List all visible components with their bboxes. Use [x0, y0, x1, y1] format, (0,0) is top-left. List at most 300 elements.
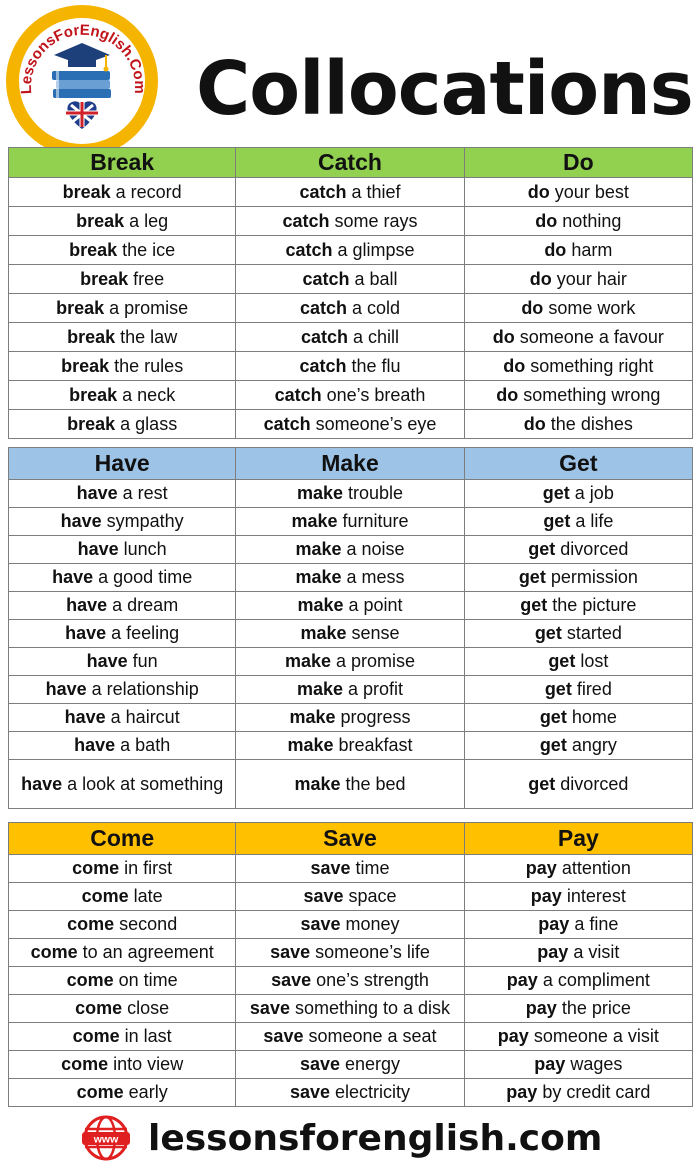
collocation-object: your hair	[551, 268, 627, 289]
collocation-object: space	[343, 886, 397, 906]
collocation-object: a cold	[346, 297, 401, 318]
collocation-cell	[9, 178, 236, 207]
collocation-verb: make	[289, 707, 336, 727]
table-row	[9, 939, 693, 967]
collocation-verb: get	[542, 483, 570, 503]
table-row	[9, 732, 693, 760]
collocation-object: a compliment	[537, 970, 650, 990]
collocation-object: to an agreement	[77, 942, 214, 962]
column-header: Catch	[236, 148, 464, 178]
collocation-object: electricity	[330, 1082, 411, 1102]
collocation-cell	[236, 294, 464, 323]
collocation-object: a fine	[569, 914, 619, 934]
collocation-verb: come	[76, 1082, 124, 1102]
collocation-verb: make	[296, 483, 343, 503]
collocation-cell	[236, 536, 464, 564]
collocation-cell	[236, 207, 464, 236]
collocation-cell	[236, 995, 464, 1023]
collocation-verb: break	[76, 210, 125, 231]
collocation-verb: get	[539, 707, 567, 727]
collocation-cell	[236, 1023, 464, 1051]
collocation-verb: catch	[282, 210, 330, 231]
collocation-verb: catch	[285, 239, 333, 260]
collocation-object: harm	[566, 239, 613, 260]
collocation-object: on time	[113, 970, 178, 990]
collocation-verb: come	[81, 886, 129, 906]
collocation-cell	[464, 855, 692, 883]
collocation-verb: come	[75, 998, 123, 1018]
table-header-row	[9, 148, 693, 178]
collocation-cell	[9, 207, 236, 236]
collocation-object: divorced	[555, 539, 629, 559]
collocation-object: a visit	[568, 942, 620, 962]
collocation-object: a relationship	[86, 679, 199, 699]
collocation-verb: break	[61, 355, 110, 376]
collocation-verb: have	[77, 539, 119, 559]
table-row	[9, 760, 693, 809]
collocation-object: started	[561, 623, 622, 643]
collocation-object: sense	[346, 623, 400, 643]
collocation-cell	[236, 508, 464, 536]
collocation-cell	[236, 265, 464, 294]
collocation-cell	[9, 648, 236, 676]
collocation-cell	[9, 995, 236, 1023]
collocation-cell	[9, 855, 236, 883]
collocation-object: a record	[110, 181, 182, 202]
collocation-verb: do	[523, 413, 546, 434]
collocation-object: close	[122, 998, 170, 1018]
collocation-object: money	[340, 914, 400, 934]
collocation-object: a point	[343, 595, 403, 615]
collocation-object: breakfast	[333, 735, 413, 755]
collocation-object: free	[128, 268, 165, 289]
collocation-object: time	[350, 858, 390, 878]
collocation-cell	[9, 536, 236, 564]
logo-emblem-icon	[6, 5, 158, 157]
collocation-cell	[464, 236, 692, 265]
collocation-cell	[464, 1051, 692, 1079]
collocation-object: in first	[119, 858, 173, 878]
collocation-cell	[464, 995, 692, 1023]
table-row	[9, 911, 693, 939]
collocation-object: someone a seat	[303, 1026, 437, 1046]
collocation-object: divorced	[555, 773, 629, 794]
collocation-object: fun	[127, 651, 158, 671]
table-row	[9, 480, 693, 508]
collocation-object: the bed	[340, 773, 406, 794]
collocation-verb: catch	[263, 413, 311, 434]
collocation-cell	[464, 178, 692, 207]
collocation-object: the law	[115, 326, 178, 347]
collocation-verb: save	[303, 886, 344, 906]
collocation-verb: have	[52, 567, 94, 587]
collocation-verb: do	[496, 384, 519, 405]
table-header-row	[9, 823, 693, 855]
page-title: Collocations	[196, 46, 693, 132]
collocations-table-1	[8, 147, 693, 439]
collocation-verb: come	[72, 1026, 120, 1046]
collocation-object: progress	[335, 707, 411, 727]
column-header: Have	[9, 448, 236, 480]
collocation-verb: make	[291, 511, 338, 531]
collocation-cell	[464, 620, 692, 648]
collocation-cell	[464, 352, 692, 381]
collocation-object: one’s strength	[311, 970, 429, 990]
collocation-object: something to a disk	[289, 998, 451, 1018]
collocation-object: a good time	[93, 567, 193, 587]
collocation-cell	[236, 967, 464, 995]
table-row	[9, 855, 693, 883]
collocation-verb: have	[60, 511, 102, 531]
collocation-cell	[236, 620, 464, 648]
collocation-object: a promise	[330, 651, 416, 671]
collocation-verb: make	[296, 679, 343, 699]
table-row	[9, 294, 693, 323]
table-row	[9, 207, 693, 236]
collocation-object: the price	[556, 998, 631, 1018]
collocation-verb: get	[548, 651, 576, 671]
collocation-cell	[9, 410, 236, 439]
collocation-cell	[9, 704, 236, 732]
collocation-verb: catch	[299, 355, 347, 376]
collocation-object: the flu	[346, 355, 401, 376]
collocation-cell	[236, 760, 464, 809]
collocation-verb: make	[294, 773, 341, 794]
column-header: Get	[464, 448, 692, 480]
collocation-verb: make	[287, 735, 334, 755]
collocation-verb: do	[535, 210, 558, 231]
collocation-verb: do	[492, 326, 515, 347]
collocation-object: furniture	[337, 511, 409, 531]
collocation-object: fired	[571, 679, 612, 699]
collocation-cell	[236, 704, 464, 732]
footer-site-url: lessonsforenglish.com	[148, 1117, 603, 1159]
collocation-object: sympathy	[101, 511, 184, 531]
collocation-verb: pay	[497, 1026, 529, 1046]
table-row	[9, 648, 693, 676]
collocation-verb: break	[69, 239, 118, 260]
collocation-cell	[464, 883, 692, 911]
collocation-verb: get	[534, 623, 562, 643]
collocation-cell	[236, 480, 464, 508]
table-row	[9, 323, 693, 352]
collocation-verb: pay	[506, 1082, 538, 1102]
collocation-object: the ice	[117, 239, 176, 260]
collocation-verb: catch	[274, 384, 322, 405]
collocation-cell	[464, 564, 692, 592]
table-row	[9, 236, 693, 265]
column-header: Come	[9, 823, 236, 855]
collocation-verb: break	[62, 181, 111, 202]
collocation-cell	[9, 1079, 236, 1107]
column-header: Do	[464, 148, 692, 178]
collocation-cell	[464, 323, 692, 352]
collocation-verb: catch	[299, 181, 347, 202]
collocation-object: someone’s life	[310, 942, 430, 962]
collocation-verb: get	[520, 595, 548, 615]
collocation-verb: pay	[525, 998, 557, 1018]
collocation-cell	[236, 911, 464, 939]
collocation-verb: save	[271, 970, 312, 990]
collocation-object: late	[128, 886, 163, 906]
collocation-object: someone a favour	[514, 326, 664, 347]
collocation-cell	[9, 564, 236, 592]
table-row	[9, 381, 693, 410]
collocation-verb: save	[289, 1082, 330, 1102]
collocation-object: the dishes	[545, 413, 633, 434]
collocation-verb: save	[263, 1026, 304, 1046]
collocation-cell	[464, 207, 692, 236]
collocation-object: your best	[549, 181, 629, 202]
collocation-verb: pay	[534, 1054, 566, 1074]
collocation-verb: have	[21, 773, 63, 794]
collocation-cell	[236, 592, 464, 620]
collocation-cell	[9, 676, 236, 704]
collocation-verb: come	[30, 942, 78, 962]
collocation-cell	[9, 592, 236, 620]
collocation-object: early	[123, 1082, 168, 1102]
collocation-verb: have	[76, 483, 118, 503]
collocation-cell	[236, 1051, 464, 1079]
table-row	[9, 995, 693, 1023]
collocation-cell	[236, 352, 464, 381]
collocation-verb: save	[249, 998, 290, 1018]
collocation-cell	[9, 1051, 236, 1079]
collocation-object: a haircut	[105, 707, 180, 727]
collocation-verb: come	[66, 970, 114, 990]
collocation-cell	[236, 236, 464, 265]
collocation-cell	[464, 1079, 692, 1107]
collocation-object: the rules	[109, 355, 184, 376]
collocation-verb: pay	[530, 886, 562, 906]
collocation-cell	[464, 536, 692, 564]
collocation-cell	[236, 939, 464, 967]
collocation-verb: get	[528, 539, 556, 559]
collocation-object: the picture	[547, 595, 637, 615]
collocation-verb: do	[503, 355, 526, 376]
collocation-cell	[464, 410, 692, 439]
collocation-cell	[9, 939, 236, 967]
collocation-verb: pay	[537, 942, 569, 962]
collocation-cell	[9, 732, 236, 760]
collocation-object: interest	[561, 886, 626, 906]
collocation-cell	[464, 704, 692, 732]
collocation-cell	[464, 648, 692, 676]
collocation-cell	[9, 508, 236, 536]
collocation-object: some rays	[329, 210, 418, 231]
collocation-verb: make	[295, 567, 342, 587]
table-row	[9, 178, 693, 207]
footer	[78, 1113, 602, 1163]
collocation-cell	[9, 967, 236, 995]
collocation-object: something right	[525, 355, 654, 376]
collocation-object: a job	[569, 483, 614, 503]
table-row	[9, 508, 693, 536]
table-row	[9, 410, 693, 439]
collocations-table-3	[8, 822, 693, 1107]
collocation-object: a chill	[347, 326, 400, 347]
collocation-verb: save	[310, 858, 351, 878]
collocation-cell	[464, 265, 692, 294]
collocation-object: someone’s eye	[310, 413, 437, 434]
site-logo	[6, 5, 158, 157]
collocation-verb: make	[295, 539, 342, 559]
collocation-object: a rest	[117, 483, 168, 503]
collocation-verb: have	[74, 735, 116, 755]
collocation-verb: get	[528, 773, 556, 794]
collocation-cell	[9, 294, 236, 323]
collocation-object: a life	[570, 511, 614, 531]
collocation-object: a promise	[104, 297, 189, 318]
collocation-verb: have	[64, 707, 106, 727]
collocation-cell	[9, 381, 236, 410]
collocation-object: a thief	[346, 181, 401, 202]
table-row	[9, 704, 693, 732]
collocation-verb: come	[72, 858, 120, 878]
collocation-object: a glass	[115, 413, 178, 434]
collocation-cell	[464, 1023, 692, 1051]
collocation-object: attention	[556, 858, 631, 878]
column-header: Break	[9, 148, 236, 178]
collocation-verb: have	[66, 595, 108, 615]
collocation-verb: do	[544, 239, 567, 260]
column-header: Save	[236, 823, 464, 855]
collocation-cell	[9, 911, 236, 939]
collocation-verb: have	[86, 651, 128, 671]
table-row	[9, 564, 693, 592]
collocation-cell	[464, 911, 692, 939]
collocation-object: nothing	[557, 210, 622, 231]
collocation-verb: make	[297, 595, 344, 615]
collocation-object: energy	[339, 1054, 401, 1074]
collocation-object: a glimpse	[332, 239, 415, 260]
table-row	[9, 352, 693, 381]
collocation-verb: save	[300, 914, 341, 934]
collocation-verb: come	[67, 914, 115, 934]
collocation-verb: do	[527, 181, 550, 202]
table-row	[9, 967, 693, 995]
collocation-verb: break	[56, 297, 105, 318]
table-row	[9, 1079, 693, 1107]
collocation-verb: catch	[300, 326, 348, 347]
collocation-verb: break	[67, 413, 116, 434]
collocation-object: a neck	[117, 384, 176, 405]
collocation-cell	[464, 381, 692, 410]
collocation-verb: pay	[538, 914, 570, 934]
collocation-object: something wrong	[518, 384, 661, 405]
logo-text: LessonsForEnglish.Com	[17, 21, 149, 95]
collocation-cell	[9, 265, 236, 294]
collocation-verb: get	[539, 735, 567, 755]
collocation-cell	[9, 1023, 236, 1051]
collocation-cell	[464, 508, 692, 536]
table-header-row	[9, 448, 693, 480]
collocation-cell	[236, 676, 464, 704]
collocation-object: a profit	[343, 679, 404, 699]
collocation-cell	[9, 620, 236, 648]
table-row	[9, 1023, 693, 1051]
collocation-verb: get	[518, 567, 546, 587]
collocation-object: angry	[566, 735, 617, 755]
collocation-verb: get	[543, 511, 571, 531]
collocation-object: lunch	[118, 539, 167, 559]
collocation-object: some work	[543, 297, 636, 318]
collocation-cell	[236, 1079, 464, 1107]
collocation-verb: get	[544, 679, 572, 699]
globe-label: www	[93, 1133, 119, 1146]
collocation-object: permission	[545, 567, 638, 587]
collocation-object: into view	[108, 1054, 184, 1074]
collocation-cell	[236, 883, 464, 911]
collocation-verb: save	[299, 1054, 340, 1074]
collocation-object: in last	[119, 1026, 172, 1046]
collocation-verb: do	[529, 268, 552, 289]
collocation-cell	[236, 648, 464, 676]
collocation-cell	[9, 352, 236, 381]
collocation-verb: have	[45, 679, 87, 699]
collocation-verb: break	[80, 268, 129, 289]
table-row	[9, 265, 693, 294]
collocation-object: a feeling	[106, 623, 180, 643]
collocation-cell	[9, 323, 236, 352]
table-row	[9, 592, 693, 620]
collocation-cell	[9, 236, 236, 265]
collocation-cell	[464, 480, 692, 508]
collocation-cell	[464, 294, 692, 323]
collocation-object: by credit card	[537, 1082, 651, 1102]
column-header: Pay	[464, 823, 692, 855]
collocation-cell	[464, 939, 692, 967]
collocation-cell	[464, 676, 692, 704]
collocation-cell	[464, 760, 692, 809]
collocation-cell	[236, 855, 464, 883]
collocation-verb: do	[521, 297, 544, 318]
collocation-object: one’s breath	[321, 384, 426, 405]
collocation-object: a mess	[341, 567, 405, 587]
collocation-cell	[236, 178, 464, 207]
collocation-verb: make	[284, 651, 331, 671]
collocation-verb: catch	[302, 268, 350, 289]
collocation-cell	[236, 410, 464, 439]
collocation-object: wages	[565, 1054, 623, 1074]
collocations-table-2	[8, 447, 693, 809]
collocation-cell	[464, 732, 692, 760]
collocation-verb: make	[300, 623, 347, 643]
table-row	[9, 620, 693, 648]
collocation-object: a leg	[124, 210, 169, 231]
collocation-verb: pay	[525, 858, 557, 878]
collocation-cell	[464, 592, 692, 620]
collocation-object: a dream	[107, 595, 179, 615]
collocation-cell	[236, 732, 464, 760]
collocation-verb: pay	[506, 970, 538, 990]
collocation-object: a look at something	[62, 773, 224, 794]
collocation-verb: save	[270, 942, 311, 962]
collocation-object: someone a visit	[528, 1026, 659, 1046]
collocation-verb: come	[61, 1054, 109, 1074]
collocation-verb: break	[67, 326, 116, 347]
collocation-object: second	[114, 914, 178, 934]
collocation-cell	[236, 564, 464, 592]
collocation-verb: break	[69, 384, 118, 405]
collocation-object: lost	[575, 651, 609, 671]
collocation-cell	[9, 883, 236, 911]
collocation-object: a bath	[115, 735, 171, 755]
collocation-object: a noise	[341, 539, 405, 559]
table-row	[9, 676, 693, 704]
column-header: Make	[236, 448, 464, 480]
collocation-verb: catch	[299, 297, 347, 318]
